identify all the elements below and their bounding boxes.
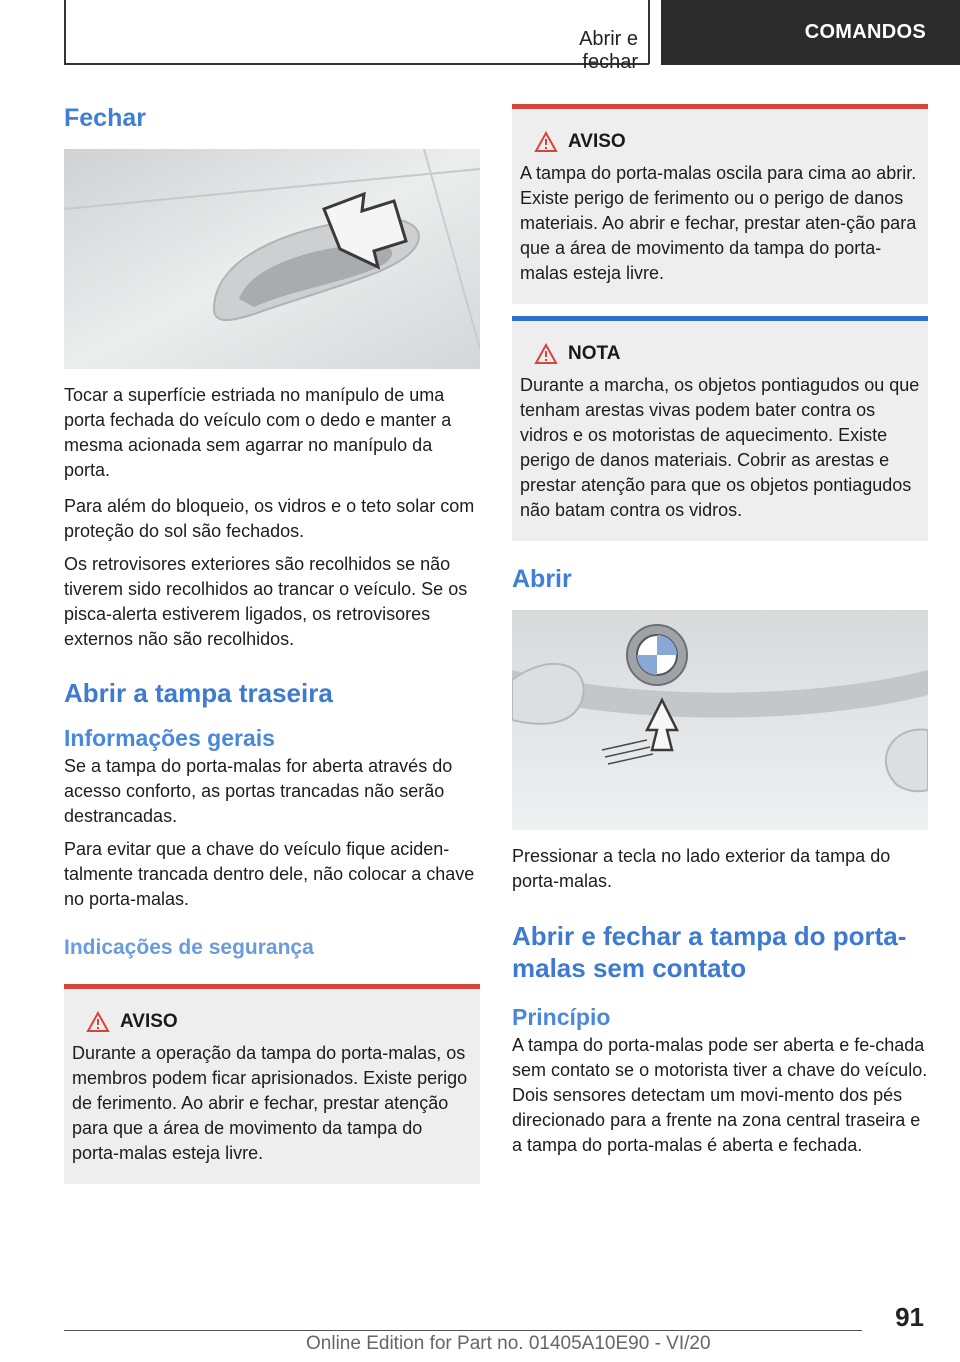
trunk-button-image (512, 610, 928, 830)
header-section-title: Abrir e fechar (579, 28, 638, 73)
note-title (534, 343, 920, 365)
note-triangle-icon (534, 343, 558, 365)
left-column (64, 104, 480, 1184)
warning-box-aviso-right (512, 104, 928, 304)
paragraph-abrir-1: Pressionar a tecla no lado exterior da tampa do porta-malas. (512, 846, 891, 891)
section-title-abrir: Abrir (512, 565, 572, 593)
warning-text-right: A tampa do porta-malas oscila para cima ao abrir. Existe perigo de ferimento ou o perigo de danos materiais. Ao abrir e fechar, prestar aten-ção para que a área de movimento da tampa do porta-malas esteja livre. (520, 163, 917, 283)
right-column (512, 104, 928, 1158)
warning-triangle-icon (86, 1011, 110, 1033)
header-chapter-tab (661, 0, 960, 65)
trunk-button-illustration (512, 610, 928, 830)
paragraph-principio-1: A tampa do porta-malas pode ser aberta e fe-chada sem contato se o motorista tiver a chave do veículo. Dois sensores detectam um movi-mento dos pés direcionado para a frente na zona central traseira e a tampa do porta-malas é aberta e fechada. (512, 1035, 928, 1155)
header-separator (648, 0, 650, 64)
section-title-sem-contato: Abrir e fechar a tampa do porta-malas sem contato (512, 921, 907, 983)
section-title-fechar: Fechar (64, 104, 146, 132)
note-label: NOTA (568, 343, 621, 364)
door-handle-illustration (64, 149, 480, 369)
paragraph-fechar-3: Os retrovisores exteriores são recolhidos se não tiverem sido recolhidos ao trancar o veículo. Se os pisca-alerta estiverem ligados, os retrovisores externos não são recolhidos. (64, 554, 468, 649)
note-text: Durante a marcha, os objetos pontiagudos ou que tenham arestas vivas podem bater contra os vidros e os motoristas de aquecimento. Existe perigo de danos materiais. Cobrir as arestas e prestar atenção para que os objetos pontiagudos não batam contra os vidros. (520, 375, 920, 520)
header-left-rule (64, 0, 66, 64)
warning-label: AVISO (568, 131, 626, 152)
warning-text-left: Durante a operação da tampa do porta-malas, os membros podem ficar aprisionados. Existe perigo de ferimento. Ao abrir e fechar, prestar atenção para que a área de movimento da tampa do porta-malas esteja livre. (72, 1043, 468, 1163)
subsection-title-seguranca: Indicações de segurança (64, 936, 314, 959)
warning-triangle-icon (534, 131, 558, 153)
paragraph-info-1: Se a tampa do porta-malas for aberta através do acesso conforto, as portas trancadas não serão destrancadas. (64, 756, 453, 826)
page-number: 91 (895, 1302, 924, 1332)
paragraph-fechar-2: Para além do bloqueio, os vidros e o teto solar com proteção do sol são fechados. (64, 496, 475, 541)
paragraph-fechar-1: Tocar a superfície estriada no manípulo de uma porta fechada do veículo com o dedo e manter a mesma acionada sem agarrar no manípulo da porta. (64, 385, 452, 480)
note-box-nota (512, 316, 928, 541)
warning-label: AVISO (120, 1011, 178, 1032)
subsection-title-info: Informações gerais (64, 725, 275, 751)
paragraph-info-2: Para evitar que a chave do veículo fique aciden-talmente trancada dentro dele, não colocar a chave no porta-malas. (64, 839, 475, 909)
warning-title-right (534, 131, 920, 153)
warning-title-left (86, 1011, 472, 1033)
footer-edition-text: Online Edition for Part no. 01405A10E90 - VI/20 (306, 1333, 711, 1354)
chapter-label: COMANDOS (804, 21, 926, 43)
section-title-tampa-traseira: Abrir a tampa traseira (64, 678, 333, 708)
footer-rule (64, 1330, 862, 1331)
door-handle-image (64, 149, 480, 369)
warning-box-aviso-left (64, 984, 480, 1184)
subsection-title-principio: Princípio (512, 1004, 611, 1030)
